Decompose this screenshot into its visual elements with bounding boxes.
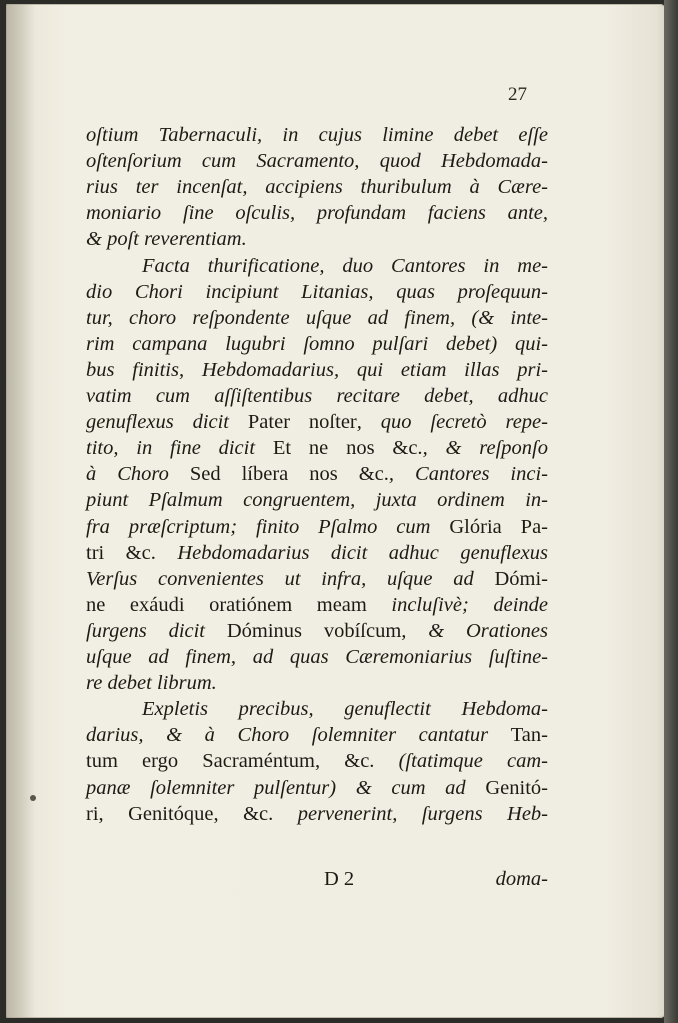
roman-text-segment: Genitó- — [485, 776, 548, 799]
italic-text-segment: à Choro — [86, 463, 190, 486]
text-line — [86, 409, 548, 435]
italic-text-segment: tito, in fine dicit — [86, 437, 273, 460]
text-line — [86, 357, 548, 383]
roman-text-segment: Dóminus vobíſcum — [226, 619, 402, 642]
italic-text-segment: darius, & à Choro ſolemniter cantatur — [86, 724, 511, 747]
text-line — [86, 748, 548, 774]
italic-text-segment: , & reſponſo — [422, 437, 548, 460]
text-line — [86, 148, 548, 174]
text-line — [86, 122, 548, 148]
roman-text-segment: Tan- — [510, 724, 548, 747]
ink-spot — [30, 795, 36, 801]
roman-text-segment: Dómi- — [494, 567, 548, 590]
italic-text-segment: (ſtatimque cam- — [374, 750, 548, 773]
text-line — [86, 331, 548, 357]
roman-text-segment: ne exáudi oratiónem meam — [86, 593, 367, 616]
signature-mark: D 2 — [324, 868, 355, 890]
italic-text-segment: uſque ad finem, ad quas Cæremoniarius ſuſtine- — [86, 646, 548, 668]
text-line — [86, 487, 548, 513]
roman-text-segment: tum ergo Sacraméntum, &c. — [86, 750, 375, 773]
text-line — [86, 696, 548, 722]
roman-text-segment: Sed líbera nos &c. — [189, 463, 389, 486]
italic-text-segment: & poſt reverentiam. — [86, 228, 247, 251]
text-line — [86, 540, 548, 566]
catchword: doma- — [495, 868, 548, 890]
italic-text-segment: pervenerint, ſurgens Heb- — [273, 802, 548, 825]
italic-text-segment: dio Chori incipiunt Litanias, quas proſequun- — [86, 280, 548, 303]
italic-text-segment: fra præſcriptum; finito Pſalmo cum — [86, 515, 450, 538]
text-line — [86, 305, 548, 331]
page-edge-shadow — [664, 0, 678, 1023]
italic-text-segment: Expletis precibus, genuflectit Hebdoma- — [142, 698, 548, 721]
italic-text-segment: moniario ſine oſculis, profundam faciens ante, — [86, 202, 548, 225]
text-line — [86, 174, 548, 200]
italic-text-segment: panæ ſolemniter pulſentur) & cum ad — [86, 776, 486, 799]
italic-text-segment: re debet librum. — [86, 672, 217, 695]
text-line — [86, 226, 548, 252]
italic-text-segment: oſtium Tabernaculi, in cujus limine debet eſſe — [86, 124, 548, 146]
roman-text-segment: Pater noſter — [247, 411, 357, 434]
text-line — [86, 592, 548, 618]
roman-text-segment: tri &c. — [86, 541, 156, 564]
text-line — [86, 670, 548, 696]
text-line — [86, 566, 548, 592]
roman-text-segment: Et ne nos &c. — [272, 437, 423, 460]
text-line — [86, 514, 548, 540]
italic-text-segment: , Cantores inci- — [388, 463, 548, 486]
text-line — [86, 435, 548, 461]
italic-text-segment: vatim cum aſſiſtentibus recitare debet, adhuc — [86, 385, 548, 407]
italic-text-segment: oſtenſorium cum Sacramento, quod Hebdomada- — [86, 150, 548, 173]
text-line — [86, 200, 548, 226]
italic-text-segment: tur, choro reſpondente uſque ad finem, (& inte- — [86, 306, 548, 329]
italic-text-segment: Hebdomadarius dicit adhuc genuflexus — [155, 541, 549, 564]
italic-text-segment: rim campana lugubri ſomno pulſari debet) qui- — [86, 332, 548, 355]
italic-text-segment: ſurgens dicit — [86, 619, 227, 642]
text-line — [86, 383, 548, 409]
italic-text-segment: Verſus convenientes ut infra, uſque ad — [86, 567, 495, 590]
italic-text-segment: bus finitis, Hebdomadarius, qui etiam illas pri- — [86, 358, 548, 381]
text-line — [86, 618, 548, 644]
roman-text-segment: ri, Genitóque, &c. — [86, 802, 274, 825]
text-line — [86, 253, 548, 279]
italic-text-segment: piunt Pſalmum congruentem, juxta ordinem in- — [86, 489, 548, 512]
text-line — [86, 644, 548, 670]
text-line — [86, 461, 548, 487]
roman-text-segment: Glória Pa- — [449, 515, 548, 538]
binding-gutter — [6, 4, 36, 1018]
text-line — [86, 279, 548, 305]
italic-text-segment: rius ter incenſat, accipiens thuribulum à Cære- — [86, 176, 548, 199]
italic-text-segment: genuflexus dicit — [86, 411, 248, 434]
italic-text-segment: incluſivè; deinde — [366, 593, 548, 616]
text-line — [86, 775, 548, 801]
page-number: 27 — [508, 84, 527, 105]
italic-text-segment: Facta thurificatione, duo Cantores in me- — [142, 254, 548, 277]
text-line — [86, 722, 548, 748]
italic-text-segment: , & Orationes — [401, 619, 548, 642]
text-line — [86, 801, 548, 827]
italic-text-segment: , quo ſecretò repe- — [356, 411, 548, 434]
